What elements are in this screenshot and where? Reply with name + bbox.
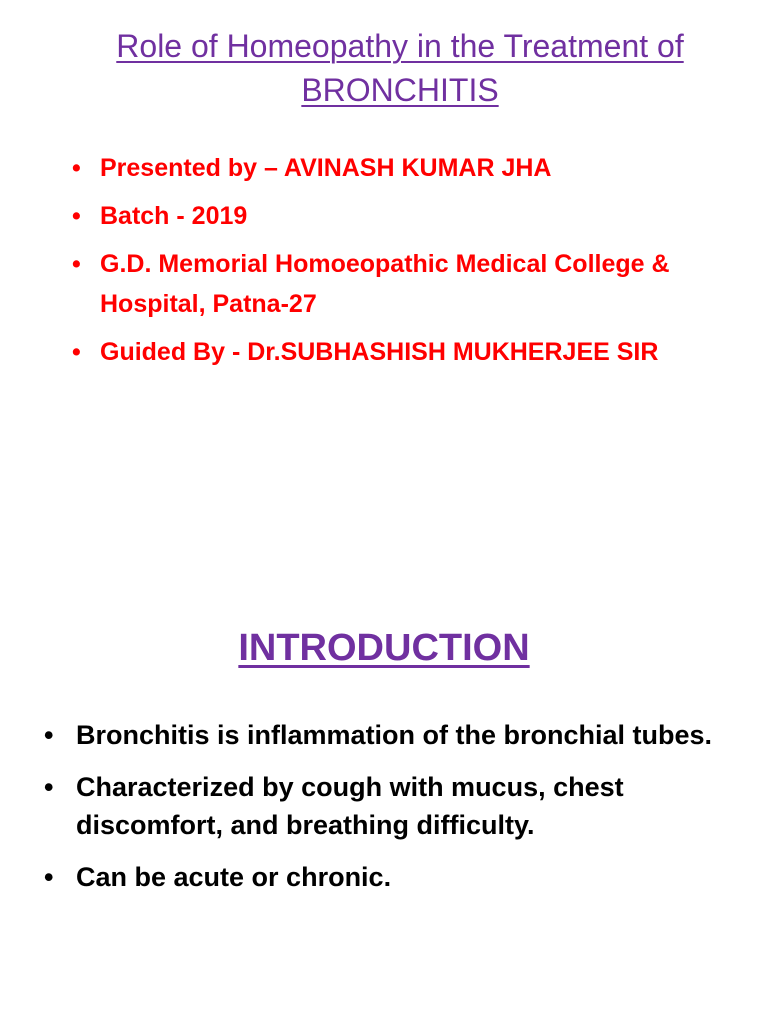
bullet-icon: •: [72, 202, 81, 230]
bullet-icon: •: [72, 250, 81, 278]
presenter-item: [72, 148, 752, 188]
guide-text: Guided By - Dr.SUBHASHISH MUKHERJEE SIR: [100, 338, 659, 366]
list-item-text: Characterized by cough with mucus, chest discomfort, and breathing difficulty.: [76, 772, 624, 840]
guide-item: [72, 332, 752, 372]
list-item: [44, 858, 744, 896]
introduction-list: [44, 716, 744, 910]
presenter-text: Presented by – AVINASH KUMAR JHA: [100, 154, 552, 182]
batch-text: Batch - 2019: [100, 202, 248, 230]
college-text: G.D. Memorial Homoeopathic Medical College & Hospital, Patna-27: [100, 250, 670, 318]
introduction-slide: [0, 560, 768, 1024]
bullet-icon: •: [44, 720, 54, 750]
list-item-text: Bronchitis is inflammation of the bronchial tubes.: [76, 720, 713, 750]
bullet-icon: •: [44, 862, 54, 892]
presentation-title: Role of Homeopathy in the Treatment of BRONCHITIS: [116, 28, 684, 108]
list-item: [44, 716, 744, 754]
presenter-info-list: [72, 148, 752, 380]
bullet-icon: •: [72, 154, 81, 182]
college-item: [72, 244, 752, 324]
bullet-icon: •: [72, 338, 81, 366]
bullet-icon: •: [44, 772, 54, 802]
list-item-text: Can be acute or chronic.: [76, 862, 392, 892]
introduction-heading: INTRODUCTION: [238, 627, 530, 669]
batch-item: [72, 196, 752, 236]
list-item: [44, 768, 744, 844]
